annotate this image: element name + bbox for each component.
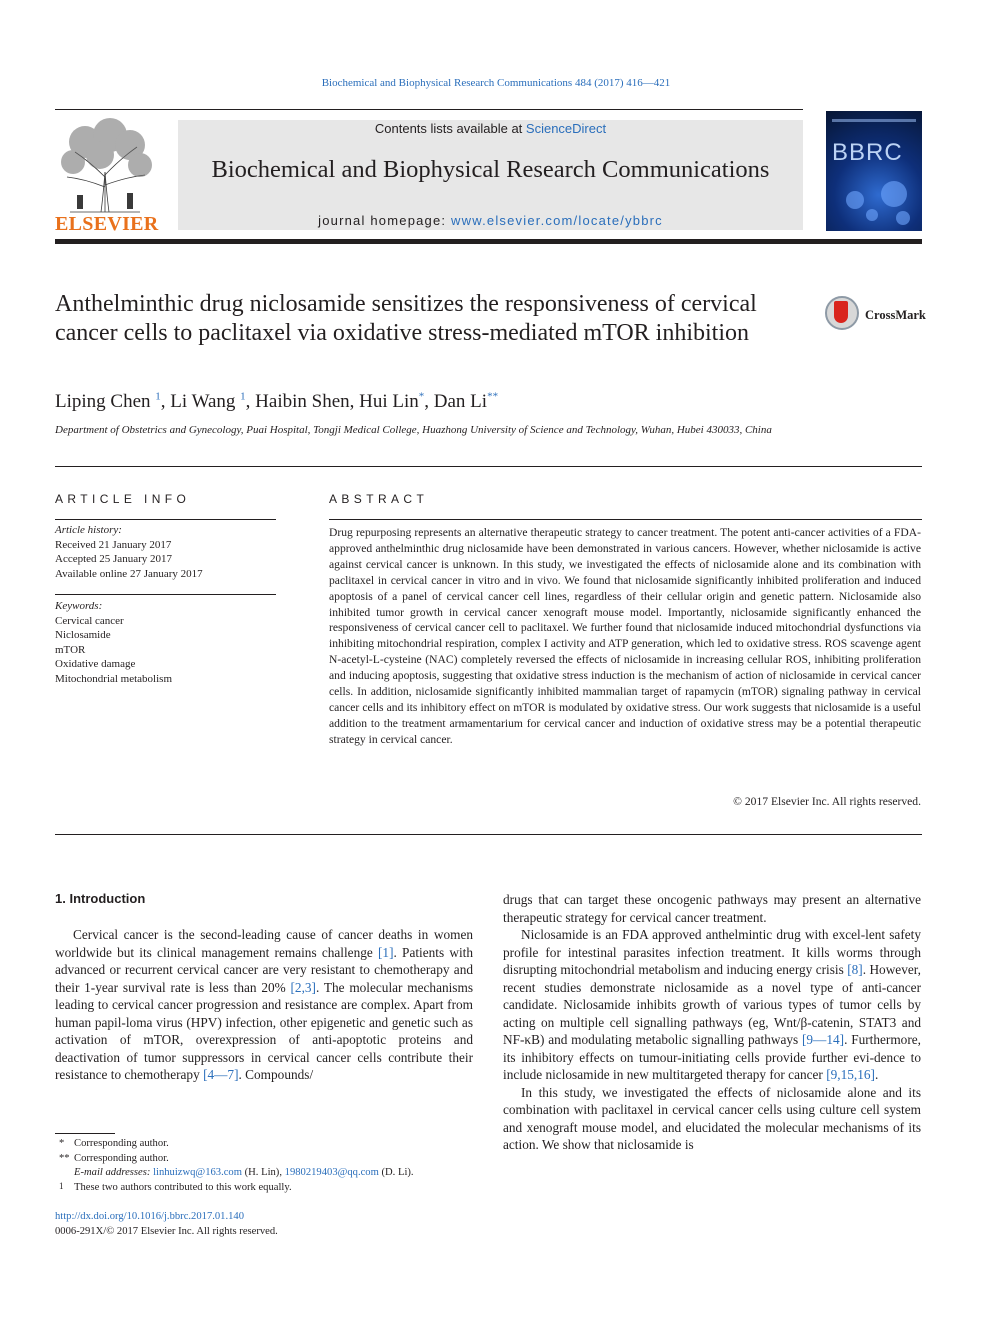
citation-link[interactable]: [4—7] bbox=[203, 1067, 239, 1082]
author-name[interactable]: Hui Lin bbox=[359, 391, 419, 412]
author-name[interactable]: Haibin Shen bbox=[255, 391, 350, 412]
info-rule bbox=[55, 594, 276, 595]
article-info-heading: ARTICLE INFO bbox=[55, 492, 191, 506]
citation-link[interactable]: [8] bbox=[847, 962, 863, 977]
abstract-text: Drug repurposing represents an alternative therapeutic strategy to cancer treatment. The potent anti-cancer activities of a FDA-approved anthelminthic drug niclosamide have been demonstrated in various cancers. However, whether niclosamide is active against cervical cancer is unknown. In this study, we investigated the effects of niclosamide alone and its combination with paclitaxel in cervical cancer in vitro and in vivo. We found that niclosamide significantly inhibited proliferation and induced apoptosis of a panel of cervical cancer cell lines, regardless of their cellular origin and genetic pattern. Niclosamide also inhibited tumor growth in cervical cancer xenograft mouse model. Importantly, niclosamide significantly enhanced the responsiveness of cervical cancer cell to paclitaxel. We further found that niclosamide induced mitochondrial dysfunctions via inhibiting mitochondrial respiration, complex I activity and ATP generation, which led to oxidative stress. ROS scavenge agent N-acetyl-L-cysteine (NAC) completely reversed the effects of niclosamide in increasing cellular ROS, inhibiting proliferation and inducing apoptosis, suggesting that oxidative stress induction is the mechanism of action of niclosamide in cervical cancer cells. In addition, niclosamide significantly inhibited mammalian target of rapamycin (mTOR) signaling pathway in cervical cancer cells and its inhibitory effect on mTOR is modulated by oxidative stress. Our work suggests that niclosamide is a useful addition to the treatment armamentarium for cervical cancer and induction of oxidative stress may be a potential therapeutic strategy in cervical cancer. bbox=[329, 526, 921, 746]
cover-strip bbox=[832, 119, 916, 122]
doi-block bbox=[55, 1210, 485, 1239]
affiliation: Department of Obstetrics and Gynecology, Puai Hospital, Tongji Medical College, Huazhong University of Science and Technology, Wuhan, Hubei 430033, China bbox=[55, 424, 772, 436]
header-thick-rule bbox=[55, 239, 922, 244]
crossmark-bookmark-icon bbox=[834, 301, 848, 323]
keyword-item: Cervical cancer bbox=[55, 614, 124, 627]
footnote-mark: 1 bbox=[59, 1180, 64, 1191]
intro-paragraph-2 bbox=[503, 926, 921, 1084]
cover-bubble bbox=[896, 211, 910, 225]
homepage-prefix: journal homepage: bbox=[318, 213, 452, 228]
homepage-link[interactable]: www.elsevier.com/locate/ybbrc bbox=[451, 213, 663, 228]
email-label: E-mail addresses: bbox=[74, 1167, 151, 1179]
issn-copyright: 0006-291X/© 2017 Elsevier Inc. All rights reserved. bbox=[55, 1225, 278, 1237]
title-rule bbox=[55, 466, 922, 467]
footnote-corresponding-2 bbox=[55, 1152, 485, 1167]
text-run: . Furthermore, its inhibitory effects on tumour-initiating cells provide further evi-dence to include niclosamide in new multitargeted therapy for cancer bbox=[503, 1032, 921, 1082]
text-run: . bbox=[874, 1067, 879, 1082]
author-footnote-mark[interactable]: 1 bbox=[240, 390, 246, 403]
footnotes bbox=[55, 1137, 485, 1195]
keywords-label: Keywords: bbox=[55, 600, 103, 612]
cover-title: BBRC bbox=[832, 139, 903, 166]
email-link[interactable]: linhuizwq@163.com bbox=[153, 1167, 242, 1179]
author-footnote-mark[interactable]: * bbox=[418, 390, 425, 403]
keyword-item: Oxidative damage bbox=[55, 658, 136, 670]
footnote-corresponding-1 bbox=[55, 1137, 485, 1152]
journal-cover-image bbox=[826, 111, 922, 231]
body-column-left bbox=[55, 926, 473, 1084]
citation-link[interactable]: [9,15,16] bbox=[826, 1067, 875, 1082]
abstract-heading: ABSTRACT bbox=[329, 492, 429, 506]
text-run: . However, recent studies demonstrate niclosamide as a novel type of anti-cancer candidate. Niclosamide inhibits growth of various types of tumor cells by acting on multiple cell signalling pathways (eg, Wnt/β-catenin, STAT3 and NF-κB) and modulating metabolic signalling pathways bbox=[503, 962, 921, 1047]
abstract-rule bbox=[329, 519, 922, 520]
footnote-equal-contribution bbox=[55, 1181, 485, 1196]
abstract-copyright: © 2017 Elsevier Inc. All rights reserved. bbox=[733, 795, 921, 808]
citation-link[interactable]: [1] bbox=[378, 944, 394, 960]
text-run: . Compounds/ bbox=[238, 1067, 314, 1082]
author-footnote-mark[interactable]: ** bbox=[487, 390, 499, 403]
text-run: Cervical cancer is the second-leading cause of cancer deaths in women worldwide but its clinical management remains challenge bbox=[55, 927, 473, 960]
keyword-item: Niclosamide bbox=[55, 629, 111, 641]
footnote-rule bbox=[55, 1133, 115, 1134]
body-column-right bbox=[503, 891, 921, 1154]
sciencedirect-link[interactable]: ScienceDirect bbox=[525, 121, 607, 136]
doi-link[interactable]: http://dx.doi.org/10.1016/j.bbrc.2017.01.140 bbox=[55, 1211, 245, 1222]
cover-bubble bbox=[881, 181, 907, 207]
crossmark-label: CrossMark bbox=[865, 308, 926, 322]
keyword-item: Mitochondrial metabolism bbox=[55, 672, 173, 685]
footnote-mark: * bbox=[59, 1138, 65, 1149]
crossmark-badge[interactable] bbox=[825, 296, 925, 336]
intro-paragraph-1 bbox=[55, 926, 473, 1084]
email-owner: (D. Li). bbox=[378, 1167, 414, 1179]
elsevier-tree-icon bbox=[55, 117, 155, 215]
intro-paragraph-1-continued: drugs that can target these oncogenic pathways may present an alternative therapeutic strategy for cervical cancer treatment. bbox=[503, 892, 921, 925]
cover-bubble bbox=[866, 209, 878, 221]
contents-prefix: Contents lists available at bbox=[374, 121, 526, 136]
history-accepted: Accepted 25 January 2017 bbox=[55, 553, 172, 565]
cover-bubble bbox=[846, 191, 864, 209]
section-heading-introduction: 1. Introduction bbox=[55, 891, 146, 906]
article-history bbox=[55, 523, 276, 581]
citation-link[interactable]: [2,3] bbox=[290, 979, 316, 995]
text-run: . The molecular mechanisms leading to cervical cancer progression and resistance are complex. Apart from human papil-loma virus (HPV) infection, other epigenetic and genetic such as activation of mTOR, overexpression of anti-apoptotic proteins and deactivation of tumor suppressors in cervical cancer cells contribute their resistance to chemotherapy bbox=[55, 979, 474, 1082]
info-rule bbox=[55, 519, 276, 520]
footnote-text: Corresponding author. bbox=[74, 1152, 169, 1164]
intro-paragraph-3: In this study, we investigated the effects of niclosamide alone and its combination with paclitaxel in cervical cancer cells using culture cell system and xenograft mouse model, and elucidated the molecular mechanisms of its action. We show that niclosamide is bbox=[503, 1084, 921, 1152]
text-run: Niclosamide is an FDA approved anthelmintic drug with excel-lent safety profile for intestinal parasites infection treatment. It kills worms through disrupting mitochondrial metabolism and inducing energy crisis bbox=[503, 927, 921, 977]
email-link[interactable]: 1980219403@qq.com bbox=[284, 1167, 379, 1179]
email-owner: (H. Lin), bbox=[241, 1167, 285, 1179]
journal-citation[interactable]: Biochemical and Biophysical Research Communications 484 (2017) 416—421 bbox=[321, 77, 671, 89]
footnote-text: These two authors contributed to this work equally. bbox=[74, 1181, 292, 1193]
contents-line bbox=[178, 121, 803, 136]
author-name[interactable]: Li Wang bbox=[170, 391, 236, 412]
article-title: Anthelminthic drug niclosamide sensitizes the responsiveness of cervical cancer cells to paclitaxel via oxidative stress-mediated mTOR inhibition bbox=[55, 291, 757, 346]
history-received: Received 21 January 2017 bbox=[55, 538, 172, 551]
keywords bbox=[55, 599, 276, 686]
elsevier-wordmark: ELSEVIER bbox=[55, 213, 159, 235]
citation-link[interactable]: [9—14] bbox=[801, 1032, 845, 1047]
keyword-item: mTOR bbox=[55, 643, 86, 656]
footnote-mark: ** bbox=[59, 1152, 70, 1164]
history-online: Available online 27 January 2017 bbox=[55, 567, 203, 580]
journal-title: Biochemical and Biophysical Research Communications bbox=[211, 156, 770, 183]
author-footnote-mark[interactable]: 1 bbox=[155, 390, 161, 403]
homepage-line bbox=[178, 213, 803, 228]
elsevier-logo bbox=[55, 117, 159, 235]
author-list: Liping Chen $^1$, Li Wang $^1$, Haibin Shen, Hui Lin*, Dan Li** bbox=[55, 390, 499, 412]
footnote-emails bbox=[55, 1166, 485, 1181]
author-name[interactable]: Dan Li bbox=[433, 391, 488, 412]
history-label: Article history: bbox=[55, 524, 122, 536]
abstract-end-rule bbox=[55, 834, 922, 835]
text-run: . Patients with advanced or recurrent cervical cancer are very resistant to chemotherapy and their 1-year survival rate is less than 20% bbox=[55, 944, 474, 995]
author-name[interactable]: Liping Chen bbox=[55, 391, 151, 412]
header-rule bbox=[55, 109, 803, 110]
footnote-text: Corresponding author. bbox=[74, 1138, 169, 1149]
